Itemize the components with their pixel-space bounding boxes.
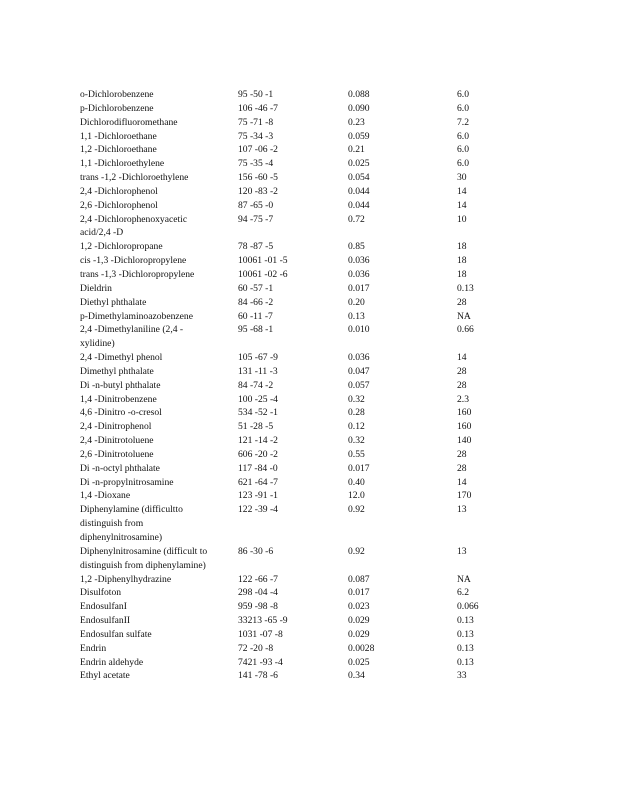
value-column-2: 18	[457, 255, 467, 267]
cas-number: 122 -66 -7	[238, 573, 278, 585]
value-column-1: 0.025	[348, 656, 370, 668]
value-column-1: 0.92	[348, 545, 365, 557]
value-column-2: NA	[457, 573, 471, 585]
cas-number: 534 -52 -1	[238, 407, 278, 419]
chemical-name: trans -1,3 -Dichloropropylene	[80, 268, 195, 280]
cas-number: 87 -65 -0	[238, 199, 274, 211]
chemical-name: Endrin	[80, 642, 107, 654]
value-column-1: 0.017	[348, 462, 370, 474]
cas-number: 60 -57 -1	[238, 282, 274, 294]
value-column-2: 6.0	[457, 102, 469, 114]
value-column-1: 0.088	[348, 89, 370, 100]
table-row	[80, 351, 520, 365]
value-column-1: 0.047	[348, 365, 370, 377]
value-column-1: 0.72	[348, 213, 365, 225]
value-column-1: 0.057	[348, 379, 370, 391]
value-column-1: 12.0	[348, 490, 365, 502]
value-column-1: 0.029	[348, 628, 370, 640]
value-column-2: 6.0	[457, 158, 469, 170]
cas-number: 84 -66 -2	[238, 296, 274, 308]
cas-number: 156 -60 -5	[238, 172, 278, 184]
value-column-2: 0.66	[457, 324, 474, 336]
table-row	[80, 434, 520, 448]
chemical-name: 2,6 -Dichlorophenol	[80, 199, 158, 211]
table-row	[80, 143, 520, 157]
table-row	[80, 254, 520, 268]
chemical-name: p-Dimethylaminoazobenzene	[80, 310, 193, 322]
value-column-1: 0.85	[348, 241, 365, 253]
cas-number: 105 -67 -9	[238, 352, 278, 364]
chemical-name: 2,4 -Dinitrophenol	[80, 421, 152, 433]
value-column-1: 0.010	[348, 324, 370, 336]
cas-number: 75 -71 -8	[238, 116, 274, 128]
table-row	[80, 614, 520, 628]
value-column-2: 28	[457, 379, 467, 391]
table-row	[80, 448, 520, 462]
value-column-2: 18	[457, 241, 467, 253]
table-row	[80, 130, 520, 144]
value-column-2: 0.13	[457, 642, 474, 654]
chemical-name: 4,6 -Dinitro -o-cresol	[80, 407, 162, 419]
table-row	[80, 116, 520, 130]
chemical-name: Dichlorodifluoromethane	[80, 116, 178, 128]
value-column-2: 170	[457, 490, 472, 502]
value-column-1: 0.13	[348, 310, 365, 322]
cas-number: 7421 -93 -4	[238, 656, 283, 668]
value-column-2: 28	[457, 448, 467, 460]
cas-number: 86 -30 -6	[238, 545, 274, 557]
value-column-1: 0.20	[348, 296, 365, 308]
chemical-name: Ethyl acetate	[80, 670, 130, 682]
chemical-name: EndosulfanI	[80, 601, 127, 613]
value-column-2: 0.13	[457, 282, 474, 294]
chemical-name: 1,2 -Dichloroethane	[80, 144, 157, 156]
value-column-2: 160	[457, 407, 472, 419]
value-column-1: 0.21	[348, 144, 365, 156]
value-column-2: 28	[457, 296, 467, 308]
chemical-name: Di -n-propylnitrosamine	[80, 476, 174, 488]
chemical-name: cis -1,3 -Dichloropropylene	[80, 255, 187, 267]
value-column-2: 140	[457, 435, 472, 447]
chemical-name: 1,4 -Dioxane	[80, 490, 131, 502]
chemical-name: 1,1 -Dichloroethane	[80, 130, 157, 142]
table-row	[80, 240, 520, 254]
value-column-2: 18	[457, 268, 467, 280]
chemical-name: Endrin aldehyde	[80, 656, 144, 668]
table-row	[80, 323, 520, 351]
value-column-2: 7.2	[457, 116, 469, 128]
table-row	[80, 406, 520, 420]
cas-number: 51 -28 -5	[238, 421, 274, 433]
value-column-2: 6.2	[457, 587, 469, 599]
value-column-2: 2.3	[457, 393, 469, 405]
cas-number: 95 -68 -1	[238, 324, 274, 336]
value-column-1: 0.23	[348, 116, 365, 128]
cas-number: 1031 -07 -8	[238, 628, 283, 640]
table-row	[80, 310, 520, 324]
value-column-1: 0.025	[348, 158, 370, 170]
value-column-2: 28	[457, 462, 467, 474]
value-column-1: 0.55	[348, 448, 365, 460]
cas-number: 141 -78 -6	[238, 670, 278, 682]
value-column-2: 14	[457, 352, 467, 364]
cas-number: 60 -11 -7	[238, 310, 273, 322]
chemical-name: Di -n-butyl phthalate	[80, 379, 161, 391]
chemical-name: 2,4 -Dimethyl phenol	[80, 352, 163, 364]
table-row	[80, 586, 520, 600]
value-column-1: 0.023	[348, 601, 370, 613]
table-row	[80, 185, 520, 199]
value-column-1: 0.036	[348, 268, 370, 280]
table-row	[80, 171, 520, 185]
value-column-2: 6.0	[457, 144, 469, 156]
chemical-table	[80, 88, 520, 683]
chemical-name: Di -n-octyl phthalate	[80, 462, 160, 474]
chemical-name: 1,1 -Dichloroethylene	[80, 158, 165, 170]
value-column-1: 0.40	[348, 476, 365, 488]
chemical-name: 2,4 -Dichlorophenoxyacetic acid/2,4 -D	[80, 213, 188, 239]
value-column-2: 160	[457, 421, 472, 433]
cas-number: 120 -83 -2	[238, 185, 278, 197]
cas-number: 10061 -02 -6	[238, 268, 288, 280]
table-row	[80, 600, 520, 614]
cas-number: 106 -46 -7	[238, 102, 278, 114]
table-row	[80, 102, 520, 116]
value-column-2: 0.13	[457, 615, 474, 627]
table-row	[80, 656, 520, 670]
chemical-name: 2,4 -Dinitrotoluene	[80, 435, 154, 447]
table-row	[80, 282, 520, 296]
table-row	[80, 365, 520, 379]
value-column-1: 0.036	[348, 352, 370, 364]
table-row	[80, 393, 520, 407]
cas-number: 75 -35 -4	[238, 158, 274, 170]
cas-number: 33213 -65 -9	[238, 615, 288, 627]
chemical-name: Diphenylnitrosamine (difficult to distinguish from diphenylamine)	[80, 545, 208, 571]
chemical-name: 1,4 -Dinitrobenzene	[80, 393, 157, 405]
value-column-2: 14	[457, 199, 467, 211]
value-column-2: 13	[457, 504, 467, 516]
value-column-1: 0.017	[348, 587, 370, 599]
value-column-1: 0.087	[348, 573, 370, 585]
chemical-name: p-Dichlorobenzene	[80, 102, 154, 114]
value-column-2: 0.13	[457, 628, 474, 640]
value-column-1: 0.044	[348, 185, 370, 197]
value-column-2: 0.13	[457, 656, 474, 668]
chemical-name: trans -1,2 -Dichloroethylene	[80, 172, 189, 184]
cas-number: 78 -87 -5	[238, 241, 274, 253]
table-row	[80, 296, 520, 310]
value-column-1: 0.054	[348, 172, 370, 184]
table-row	[80, 379, 520, 393]
table-row	[80, 268, 520, 282]
value-column-1: 0.32	[348, 435, 365, 447]
value-column-2: 6.0	[457, 89, 469, 100]
table-row	[80, 573, 520, 587]
table-row	[80, 157, 520, 171]
cas-number: 117 -84 -0	[238, 462, 278, 474]
table-row	[80, 503, 520, 545]
cas-number: 621 -64 -7	[238, 476, 278, 488]
cas-number: 131 -11 -3	[238, 365, 278, 377]
chemical-name: Dimethyl phthalate	[80, 365, 154, 377]
cas-number: 959 -98 -8	[238, 601, 278, 613]
chemical-name: 2,4 -Dichlorophenol	[80, 185, 158, 197]
value-column-1: 0.92	[348, 504, 365, 516]
value-column-1: 0.036	[348, 255, 370, 267]
value-column-2: 6.0	[457, 130, 469, 142]
value-column-2: NA	[457, 310, 471, 322]
value-column-2: 30	[457, 172, 467, 184]
chemical-name: 2,6 -Dinitrotoluene	[80, 448, 154, 460]
value-column-1: 0.12	[348, 421, 365, 433]
chemical-name: Disulfoton	[80, 587, 122, 599]
chemical-name: 1,2 -Dichloropropane	[80, 241, 163, 253]
value-column-2: 13	[457, 545, 467, 557]
value-column-2: 33	[457, 670, 467, 682]
cas-number: 100 -25 -4	[238, 393, 278, 405]
cas-number: 75 -34 -3	[238, 130, 274, 142]
chemical-name: EndosulfanII	[80, 615, 131, 627]
table-row	[80, 462, 520, 476]
value-column-1: 0.32	[348, 393, 365, 405]
chemical-name: Dieldrin	[80, 282, 112, 294]
chemical-name: o-Dichlorobenzene	[80, 89, 154, 100]
cas-number: 95 -50 -1	[238, 89, 274, 100]
table-row	[80, 420, 520, 434]
value-column-2: 10	[457, 213, 467, 225]
table-row	[80, 628, 520, 642]
table-row	[80, 489, 520, 503]
chemical-name: 2,4 -Dimethylaniline (2,4 - xylidine)	[80, 324, 184, 350]
table-row	[80, 213, 520, 241]
value-column-2: 14	[457, 476, 467, 488]
cas-number: 107 -06 -2	[238, 144, 278, 156]
value-column-2: 28	[457, 365, 467, 377]
value-column-1: 0.059	[348, 130, 370, 142]
table-row	[80, 199, 520, 213]
cas-number: 94 -75 -7	[238, 213, 274, 225]
cas-number: 10061 -01 -5	[238, 255, 288, 267]
cas-number: 121 -14 -2	[238, 435, 278, 447]
value-column-1: 0.28	[348, 407, 365, 419]
table-row	[80, 642, 520, 656]
value-column-1: 0.090	[348, 102, 370, 114]
value-column-2: 14	[457, 185, 467, 197]
cas-number: 123 -91 -1	[238, 490, 278, 502]
chemical-name: Endosulfan sulfate	[80, 628, 152, 640]
value-column-1: 0.34	[348, 670, 365, 682]
value-column-1: 0.017	[348, 282, 370, 294]
cas-number: 72 -20 -8	[238, 642, 274, 654]
chemical-name: 1,2 -Diphenylhydrazine	[80, 573, 172, 585]
value-column-1: 0.0028	[348, 642, 375, 654]
chemical-name: Diphenylamine (difficultto distinguish from diphenylnitrosamine)	[80, 504, 183, 543]
chemical-name: Diethyl phthalate	[80, 296, 147, 308]
table-row	[80, 476, 520, 490]
cas-number: 298 -04 -4	[238, 587, 278, 599]
value-column-2: 0.066	[457, 601, 479, 613]
cas-number: 122 -39 -4	[238, 504, 278, 516]
table-row	[80, 88, 520, 102]
table-row	[80, 669, 520, 683]
cas-number: 84 -74 -2	[238, 379, 274, 391]
value-column-1: 0.044	[348, 199, 370, 211]
table-row	[80, 545, 520, 573]
value-column-1: 0.029	[348, 615, 370, 627]
cas-number: 606 -20 -2	[238, 448, 278, 460]
